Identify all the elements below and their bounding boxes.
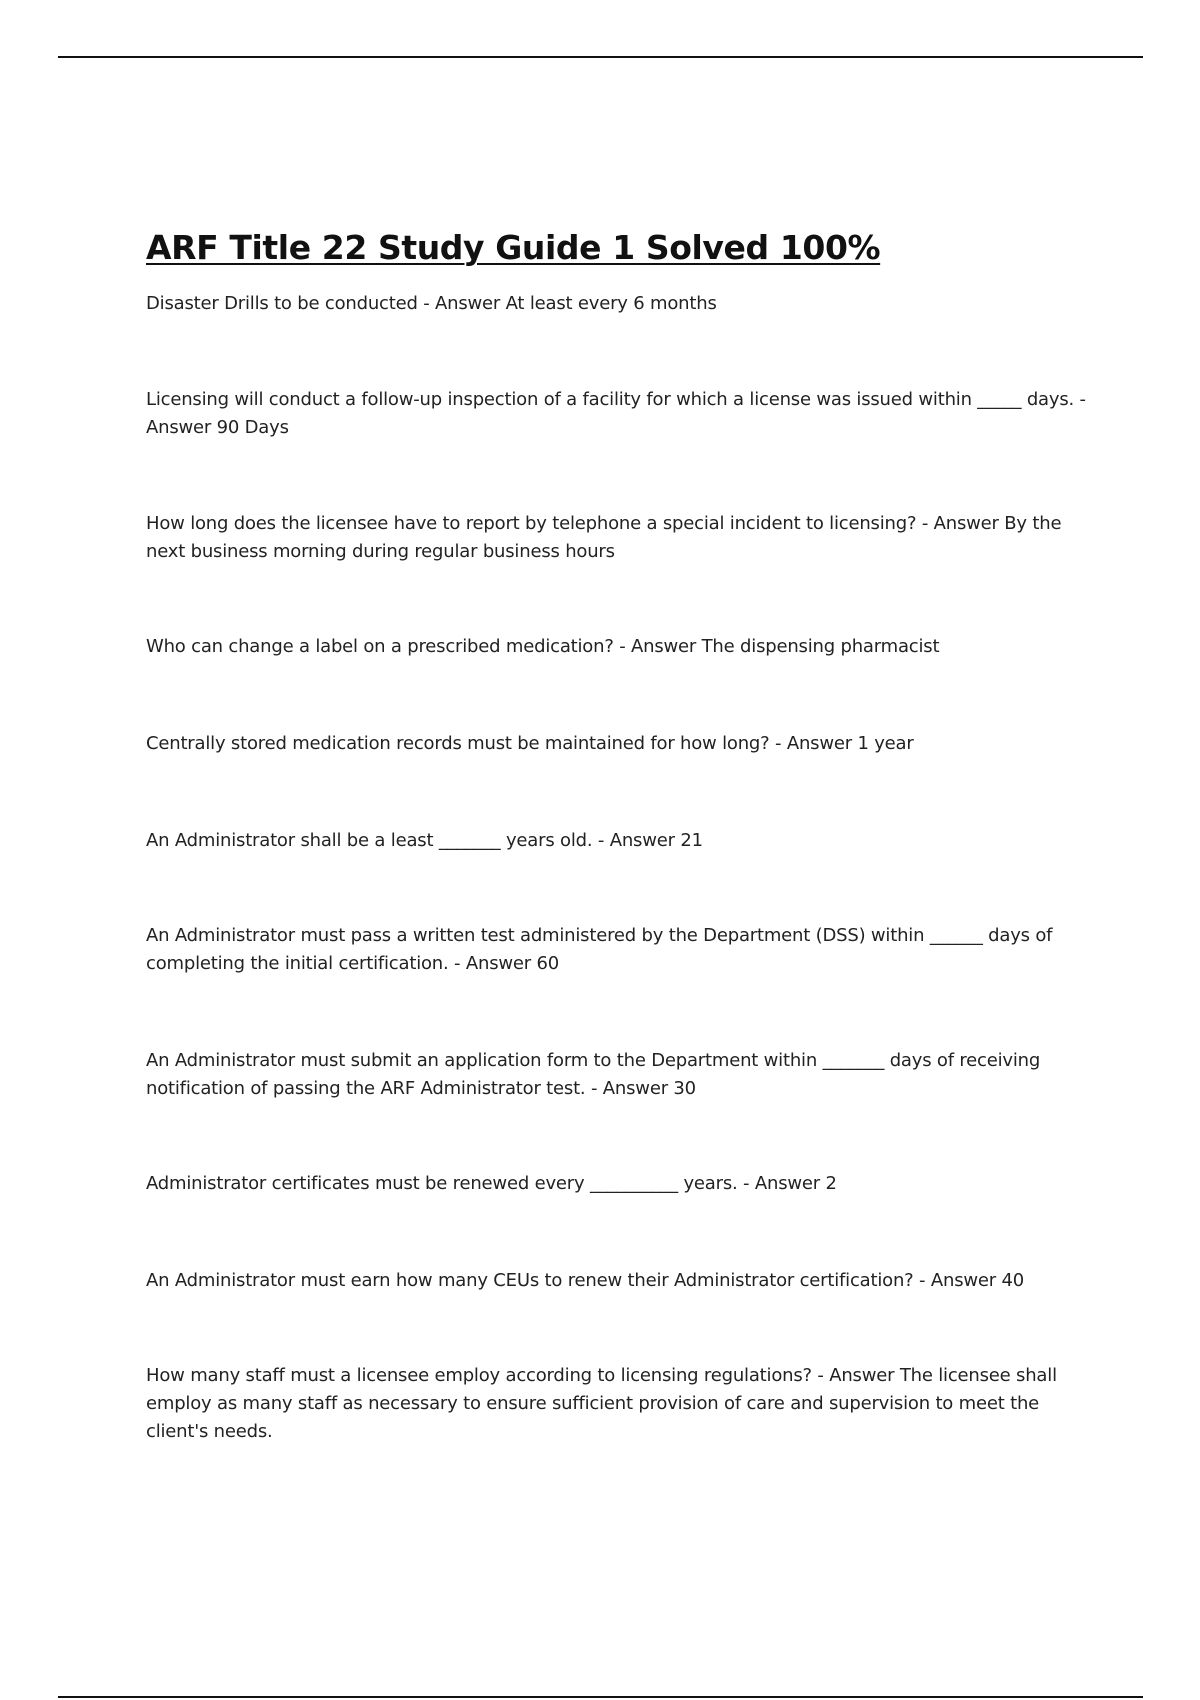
qa-item-disaster-drills: Disaster Drills to be conducted - Answer At least every 6 months — [146, 293, 717, 314]
qa-item-written-test: An Administrator must pass a written test administered by the Department (DSS) within ______ days of completing the initial certification. - Answer 60 — [146, 925, 1053, 974]
qa-item-application-form: An Administrator must submit an application form to the Department within _______ days of receiving notification of passing the ARF Administrator test. - Answer 30 — [146, 1050, 1041, 1099]
qa-item-certificate-renewal: Administrator certificates must be renewed every __________ years. - Answer 2 — [146, 1173, 837, 1194]
qa-item-follow-up-inspection: Licensing will conduct a follow-up inspection of a facility for which a license was issued within _____ days. - Answer 90 Days — [146, 389, 1086, 438]
qa-item-ceu-count: An Administrator must earn how many CEUs to renew their Administrator certification? - Answer 40 — [146, 1270, 1024, 1291]
qa-item-special-incident: How long does the licensee have to report by telephone a special incident to licensing? - Answer By the next business morning during regular business hours — [146, 513, 1062, 562]
qa-item-staffing: How many staff must a licensee employ according to licensing regulations? - Answer The licensee shall employ as many staff as necessary to ensure sufficient provision of care and supervision to meet the client's needs. — [146, 1365, 1057, 1442]
qa-item-medication-label: Who can change a label on a prescribed medication? - Answer The dispensing pharmacist — [146, 636, 940, 657]
top-rule — [58, 56, 1143, 58]
bottom-rule — [58, 1696, 1143, 1698]
qa-item-medication-records: Centrally stored medication records must be maintained for how long? - Answer 1 year — [146, 733, 914, 754]
document-title: ARF Title 22 Study Guide 1 Solved 100% — [146, 228, 881, 267]
qa-item-administrator-age: An Administrator shall be a least _______ years old. - Answer 21 — [146, 830, 703, 851]
